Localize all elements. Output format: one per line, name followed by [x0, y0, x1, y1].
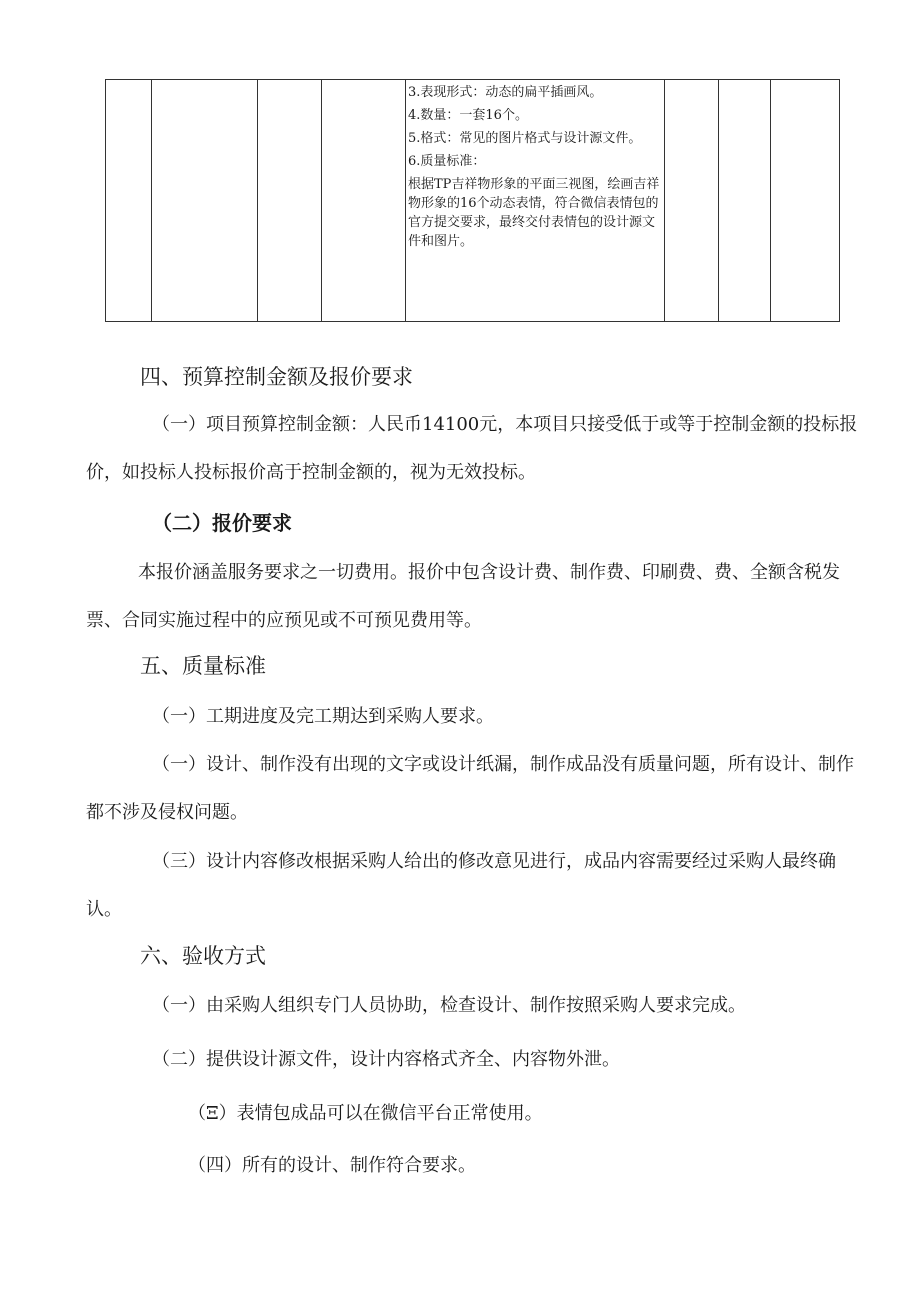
acceptance-item-compliance: （四）所有的设计、制作符合要求。: [188, 1155, 476, 1176]
table-cell-empty: [258, 80, 322, 322]
spec-line-form: 3.表现形式：动态的扁平插画风。: [408, 85, 603, 100]
section-heading-budget: 四、预算控制金额及报价要求: [140, 365, 413, 389]
spec-line-quantity: 4.数量：一套16个。: [408, 108, 528, 123]
acceptance-item-source-files: （二）提供设计源文件，设计内容格式齐全、内容物外泄。: [152, 1049, 620, 1070]
budget-amount-paragraph: （一）项目预算控制金额：人民币14100元，本项目只接受低于或等于控制金额的投标报价，如投标人投标报价高于控制金额的，视为无效投标。: [86, 414, 858, 483]
quality-item-schedule: （一）工期进度及完工期达到采购人要求。: [152, 706, 494, 727]
spec-line-format: 5.格式：常见的图片格式与设计源文件。: [408, 131, 642, 146]
table-cell-empty: [322, 80, 406, 322]
acceptance-item-inspection: （一）由采购人组织专门人员协助，检查设计、制作按照采购人要求完成。: [152, 995, 746, 1016]
acceptance-item-wechat: （Ξ）表情包成品可以在微信平台正常使用。: [188, 1103, 543, 1124]
spec-line-quality-label: 6.质量标准：: [408, 154, 486, 169]
quality-item-revision: （三）设计内容修改根据采购人给出的修改意见进行，成品内容需要经过采购人最终确认。: [86, 851, 836, 920]
table-cell-empty: [665, 80, 719, 322]
table-cell-empty: [106, 80, 152, 322]
section-heading-quality: 五、质量标准: [140, 654, 266, 678]
section-heading-acceptance: 六、验收方式: [140, 944, 266, 968]
table-cell-empty: [152, 80, 258, 322]
quote-requirements-paragraph: 本报价涵盖服务要求之一切费用。报价中包含设计费、制作费、印刷费、费、全额含税发票、合同实施过程中的应预见或不可预见费用等。: [86, 562, 840, 631]
spec-line-quality-detail: 根据TP吉祥物形象的平面三视图，绘画吉祥物形象的16个动态表情，符合微信表情包的官方提交要求，最终交付表情包的设计源文件和图片。: [408, 177, 660, 249]
spec-table: [105, 79, 840, 322]
table-row: [106, 80, 840, 322]
subheading-quote-requirements: （二）报价要求: [152, 511, 292, 535]
table-cell-empty: [771, 80, 840, 322]
table-cell-empty: [719, 80, 771, 322]
quality-item-design: （一）设计、制作没有出现的文字或设计纸漏，制作成品没有质量问题，所有设计、制作都不涉及侵权问题。: [86, 754, 854, 823]
table-cell-spec-details: [406, 80, 665, 322]
